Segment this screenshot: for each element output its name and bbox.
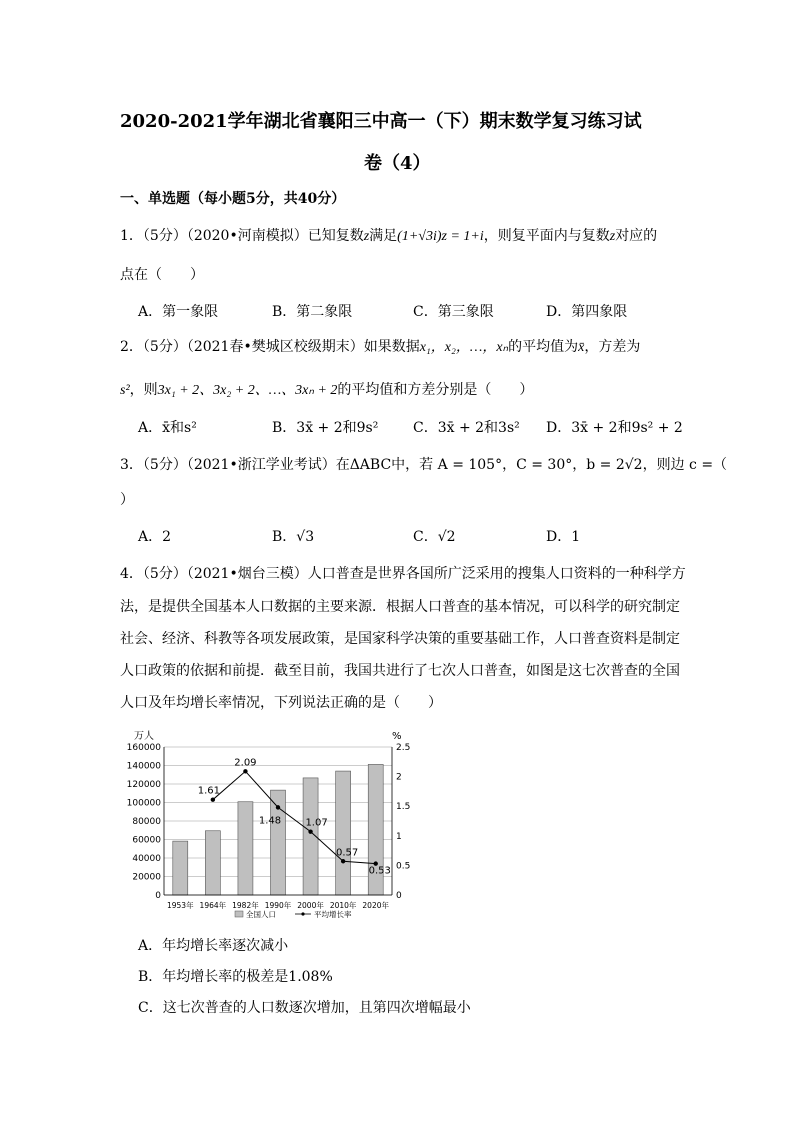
q2-then: ，则 bbox=[129, 382, 158, 398]
q1-suffix: ，则复平面内与复数 bbox=[483, 228, 610, 244]
q3-option-a: A．2 bbox=[138, 529, 172, 545]
q1-option-d: D．第四象限 bbox=[546, 304, 628, 320]
q4-option-c: C．这七次普查的人口数逐次增加，且第四次增幅最小 bbox=[138, 1000, 471, 1016]
q3-option-b: B．√3 bbox=[272, 529, 315, 545]
left-tick-label: 60000 bbox=[132, 835, 161, 846]
growth-rate-point bbox=[341, 859, 345, 863]
x-tick-label: 1953年 bbox=[166, 901, 194, 910]
q3-option-d: D．1 bbox=[546, 529, 581, 545]
legend-line-marker bbox=[301, 912, 304, 915]
x-tick-label: 2000年 bbox=[297, 901, 324, 910]
left-axis-title: 万人 bbox=[134, 731, 154, 742]
right-tick-label: 2.5 bbox=[396, 743, 411, 753]
q1-end: 对应的 bbox=[615, 228, 658, 244]
q3-line-1: 3．（5分）（2021•浙江学业考试）在ΔABC中，若 A = 105°，C = 30°，b = 2√2，则边 c =（ bbox=[120, 457, 728, 473]
q1-equation: (1+√3i)z = 1+i bbox=[397, 229, 484, 244]
q1-line-1 bbox=[120, 225, 657, 245]
q2-expr: 3x₁ + 2、3x₂ + 2、…、3xₙ + 2 bbox=[157, 383, 338, 398]
q1-option-b: B．第二象限 bbox=[272, 304, 353, 320]
q4-option-b: B．年均增长率的极差是1.08% bbox=[138, 969, 333, 985]
chart-labels bbox=[198, 757, 391, 876]
q1-mid: 满足 bbox=[369, 228, 398, 244]
x-tick-label: 1982年 bbox=[232, 901, 259, 910]
q2-xbar: x̄ bbox=[578, 340, 585, 355]
q2-line-2 bbox=[120, 379, 533, 399]
chart-legend bbox=[235, 909, 352, 919]
legend-line-label: 平均增长率 bbox=[314, 910, 352, 919]
left-tick-label: 160000 bbox=[126, 743, 161, 753]
growth-rate-point bbox=[276, 805, 280, 809]
legend-bar-swatch bbox=[235, 911, 243, 917]
population-bar bbox=[336, 771, 351, 895]
q1-z2: z bbox=[609, 229, 616, 244]
growth-rate-label: 1.07 bbox=[305, 817, 328, 829]
left-tick-label: 80000 bbox=[132, 817, 161, 827]
left-tick-label: 100000 bbox=[126, 798, 161, 809]
growth-rate-point bbox=[243, 769, 247, 773]
q2-option-c: C．3x̄ + 2和3s² bbox=[413, 420, 520, 436]
q2-mid: 的平均值为 bbox=[508, 339, 579, 355]
growth-rate-label: 2.09 bbox=[234, 757, 257, 769]
left-tick-label: 20000 bbox=[132, 872, 161, 883]
right-tick-label: 1 bbox=[396, 831, 402, 842]
population-chart bbox=[118, 726, 418, 921]
right-tick-label: 1.5 bbox=[396, 802, 411, 813]
growth-rate-point bbox=[308, 829, 312, 833]
right-tick-label: 0.5 bbox=[396, 861, 411, 872]
q2-option-d: D．3x̄ + 2和9s² + 2 bbox=[546, 420, 683, 436]
left-tick-label: 40000 bbox=[132, 854, 161, 864]
growth-rate-label: 0.57 bbox=[336, 847, 359, 859]
legend-bar-label: 全国人口 bbox=[246, 910, 276, 919]
right-axis-title: % bbox=[392, 731, 402, 742]
x-tick-label: 2020年 bbox=[362, 901, 390, 910]
q4-line-4: 人口政策的依据和前提．截至目前，我国共进行了七次人口普查，如图是这七次普查的全国 bbox=[120, 663, 680, 679]
q2-option-b: B．3x̄ + 2和9s² bbox=[272, 420, 379, 436]
q2-prefix: 2．（5分）（2021春•樊城区校级期末）如果数据 bbox=[120, 339, 420, 355]
growth-rate-point bbox=[211, 797, 215, 801]
q2-ask: 的平均值和方差分别是（ ） bbox=[337, 382, 534, 398]
x-tick-label: 1990年 bbox=[264, 901, 292, 910]
x-tick-label: 2010年 bbox=[329, 901, 357, 910]
section-header: 一、单选题（每小题5分，共40分） bbox=[120, 191, 346, 207]
q2-option-a: A．x̄和s² bbox=[138, 420, 197, 436]
q4-line-3: 社会、经济、科教等各项发展政策，是国家科学决策的重要基础工作，人口普查资料是制定 bbox=[120, 631, 680, 647]
q2-line-1 bbox=[120, 336, 640, 356]
right-tick-label: 0 bbox=[396, 891, 402, 901]
population-bar bbox=[238, 802, 253, 895]
q1-prefix: 1．（5分）（2020•河南模拟）已知复数 bbox=[120, 228, 364, 244]
q4-option-a: A．年均增长率逐次减小 bbox=[138, 938, 289, 954]
title-line-1: 2020-2021学年湖北省襄阳三中高一（下）期末数学复习练习试 bbox=[120, 111, 642, 132]
growth-rate-label: 0.53 bbox=[368, 865, 391, 877]
q4-line-1: 4．（5分）（2021•烟台三模）人口普查是世界各国所广泛采用的搜集人口资料的一种科学方 bbox=[120, 566, 686, 582]
q3-option-c: C．√2 bbox=[413, 529, 456, 545]
left-tick-label: 140000 bbox=[126, 761, 161, 772]
population-bar bbox=[205, 831, 220, 895]
growth-rate-label: 1.48 bbox=[258, 815, 282, 827]
growth-rate-label: 1.61 bbox=[197, 785, 220, 797]
q1-option-c: C．第三象限 bbox=[413, 304, 494, 320]
q2-suffix: ，方差为 bbox=[584, 339, 641, 355]
left-tick-label: 120000 bbox=[126, 780, 161, 790]
population-bar bbox=[173, 841, 188, 895]
q3-line-2: ） bbox=[120, 492, 134, 508]
q1-line-2: 点在（ ） bbox=[120, 267, 204, 283]
q1-z: z bbox=[363, 229, 370, 244]
x-tick-label: 1964年 bbox=[199, 901, 227, 910]
q2-s2: s² bbox=[120, 383, 130, 398]
q4-line-2: 法，是提供全国基本人口数据的主要来源．根据人口普查的基本情况，可以科学的研究制定 bbox=[120, 599, 680, 615]
q1-option-a: A．第一象限 bbox=[138, 304, 219, 320]
q4-line-5: 人口及年均增长率情况，下列说法正确的是（ ） bbox=[120, 695, 442, 711]
q2-vars: x₁，x₂，…，xₙ bbox=[419, 340, 509, 355]
title-line-2: 卷（4） bbox=[364, 153, 431, 174]
right-tick-label: 2 bbox=[396, 772, 402, 783]
left-tick-label: 0 bbox=[155, 891, 161, 901]
